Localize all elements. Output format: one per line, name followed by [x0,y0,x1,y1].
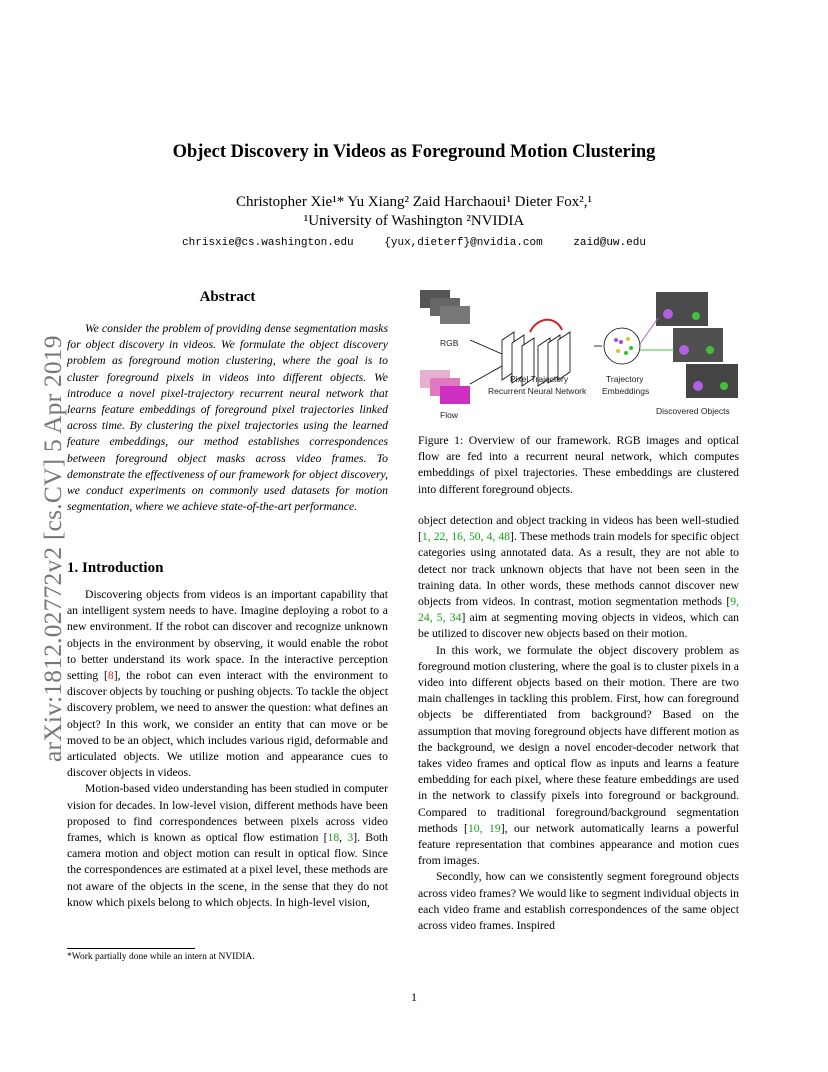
abstract-text: We consider the problem of providing dense segmentation masks for object discovery in videos. We formulate the object discovery problem as foreground motion clustering, where the goal is to cluster foreground pixels in videos into different objects. We introduce a novel pixel-trajectory recurrent neural network that learns feature embeddings of foreground pixel trajectories linked across time. By clustering the pixel trajectories using the learned feature embeddings, our method establishes correspondences between foreground object masks across video frames. To demonstrate the effectiveness of our framework for object discovery, we conduct experiments on commonly used datasets for motion segmentation, where we achieve state-of-the-art performance. [67,322,388,514]
page-number: 1 [411,990,417,1004]
right-paragraph-1: object detection and object tracking in videos has been well-studied [1, 22, 16, 50, 4, 48]. These methods train models for specific object categories using annotated data. As a result, they are not able to detect nor track unknown objects that have not been seen in the training data. In other words, these methods cannot discover new objects from videos. In contrast, motion segmentation methods [9, 24, 5, 34] aim at segmenting moving objects in videos, which can be utilized to discover new objects based on their motion. [418,514,739,641]
affiliations: ¹University of Washington ²NVIDIA [303,213,525,229]
citation-link[interactable]: 1, 22, 16, 50, 4, 48 [421,530,511,544]
traj-label-2: Embeddings [602,386,650,396]
arxiv-side-label: arXiv:1812.02772v2 [cs.CV] 5 Apr 2019 [38,335,67,762]
output-frame-2 [673,328,723,362]
abstract-heading: Abstract [199,289,256,305]
email-2: {yux,dieterf}@nvidia.com [384,237,543,249]
flow-frame-3 [440,386,470,404]
footnote-rule [67,948,195,949]
ptrnn-label: Pixel Trajectory [510,374,569,384]
footnote: *Work partially done while an intern at NVIDIA. [67,952,255,962]
citation-link[interactable]: 18 [327,831,340,845]
output-frame-3 [686,364,738,398]
citation-link[interactable]: 8 [107,669,114,683]
author-list: Christopher Xie¹* Yu Xiang² Zaid Harchaoui¹ Dieter Fox²,¹ [235,194,592,210]
email-1: chrisxie@cs.washington.edu [182,237,354,249]
ptrnn-label-2: Recurrent Neural Network [488,386,587,396]
left-column-body [67,587,388,911]
rgb-label: RGB [440,338,459,348]
right-column-body [418,513,739,934]
intro-paragraph-2: Motion-based video understanding has been studied in computer vision for decades. In low-level vision, different methods have been proposed to find correspondences between pixels across video frames, which is known as optical flow estimation [18, 3]. Both camera motion and object motion can result in optical flow. Since the correspondences are estimated at a pixel level, these methods are not aware of the objects in the scene, in the sense that they do not know which pixels belong to which objects. In high-level vision, [67,782,389,909]
discovered-objects-label: Discovered Objects [656,406,730,416]
flow-label: Flow [440,410,458,420]
figure-1-caption: Figure 1: Overview of our framework. RGB images and optical flow are fed into a recurrent neural network, which computes embeddings of pixel trajectories. These embeddings are clustered into different foreground objects. [418,434,739,496]
author-emails [0,237,828,249]
citation-link[interactable]: 9, 24, 5, 34 [418,595,739,625]
intro-paragraph-1: Discovering objects from videos is an important capability that an intelligent system needs to have. Imagine deploying a robot to a new environment. If the robot can discover and recognize unknown objects in the environment by observing, it would enable the robot to better understand its work space. In the interactive perception setting [8], the robot can even interact with the environment to discover objects by touching or pushing objects. To tackle the object discovery problem, we need to answer the question: what defines an object? In this work, we consider an entity that can move or be moved to be an object, which includes various rigid, deformable and articulated objects. We utilize motion and appearance cues to discover objects in videos. [67,588,388,780]
traj-label: Trajectory [606,374,644,384]
section-heading-introduction: 1. Introduction [67,560,164,576]
right-paragraph-2: In this work, we formulate the object discovery problem as foreground motion clustering, where the goal is to cluster pixels in a video into different objects based on their motion. There are two main challenges in tackling this problem. First, how can foreground objects be differentiated from background? Based on the assumption that moving foreground objects have different motion as the background, we design a novel encoder-decoder network that takes video frames and optical flow as inputs and learns a feature embedding for each pixel, where these feature embeddings are used in the network to classify pixels into foreground or background. Compared to traditional foreground/background segmentation methods [10, 19], our network automatically learns a powerful feature representation that combines appearance and motion cues from images. [418,643,739,868]
output-frame-1 [656,292,708,326]
citation-link[interactable]: 3 [347,831,354,845]
figure-1-diagram [418,288,739,426]
email-3: zaid@uw.edu [573,237,646,249]
right-paragraph-3: Secondly, how can we consistently segment foreground objects across video frames? We would like to segment individual objects in each video frame and establish correspondences of the same object across video frames. Inspired [418,870,739,933]
citation-link[interactable]: 10, 19 [467,821,501,835]
paper-title: Object Discovery in Videos as Foreground Motion Clustering [172,142,656,162]
rgb-frame-3 [440,306,470,324]
